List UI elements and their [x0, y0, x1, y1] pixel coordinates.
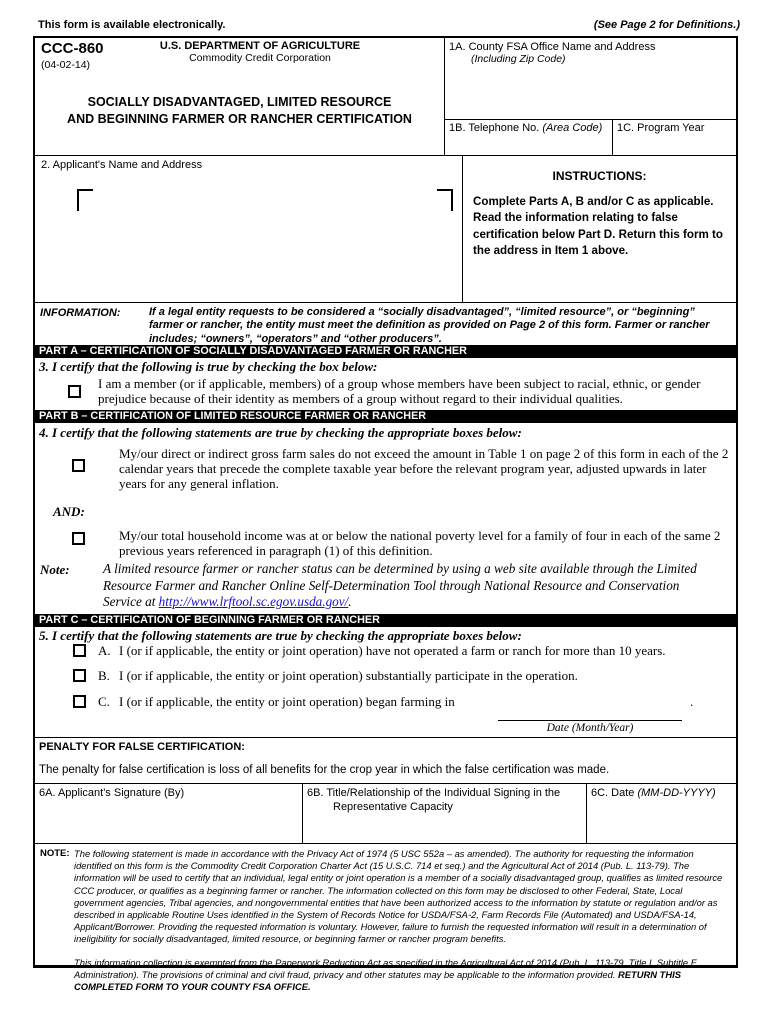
header-fields-bottom	[445, 120, 736, 155]
option-a-text: I (or if applicable, the entity or joint operation) have not operated a farm or ranch for more than 10 years.	[119, 643, 666, 658]
lrf-tool-link[interactable]: http://www.lrftool.sc.egov.usda.gov/	[158, 594, 349, 609]
address-window-corner-left	[77, 189, 93, 211]
field-6c-date[interactable]	[587, 784, 736, 843]
item5-heading: 5. I certify that the following statements are true by checking the appropriate boxes below:	[39, 628, 522, 643]
note-text-body: A limited resource farmer or rancher status can be determined by using a web site available through the Limited Resource Farmer and Rancher Online Self-Determination Tool through National Resource and Conservation Service at	[103, 561, 697, 609]
applicant-row	[35, 155, 736, 302]
field-1b-sublabel: (Area Code)	[542, 122, 603, 134]
field-6c-label: 6C. Date	[591, 787, 638, 799]
privacy-note-paragraph1: The following statement is made in accordance with the Privacy Act of 1974 (5 USC 552a – as amended). The authority for requesting the information identified on this form is the Commodity Credit Corporation Charter Act (15 U.S.C. 714 et seq.) and the Agricultural Act of 2014 (Pub. L. 113-79). The information will be used to certify that an individual, legal entity or joint operation is a member of a socially disadvantaged group, qualifies as limited resource CCC producer, or qualifies as a beginning farmer or rancher. The information collected on this form may be disclosed to other Federal, State, Local government agencies, Tribal agencies, and nongovernmental entities that have been authorized access to the information by statute or regulation and/or as described in applicable Routine Uses identified in the System of Records Notice for USDA/FSA-2, Farm Records File (Automated) and USDA/FSA-14, Applicant/Borrower. Providing the requested information is voluntary. However, failure to furnish the requested information will result in a determination of ineligibility for socially disadvantaged, limited resource, or beginning farmer or rancher program benefits.	[74, 848, 723, 945]
began-farming-date-line[interactable]	[498, 694, 682, 721]
item5-option-b-row	[35, 668, 736, 684]
item5-option-a-row	[35, 643, 736, 659]
form-body	[33, 36, 738, 993]
agency-name: Commodity Credit Corporation	[189, 52, 331, 64]
form-revision-date: (04-02-14)	[41, 59, 91, 71]
checkbox-socially-disadvantaged[interactable]	[68, 385, 81, 398]
instructions-heading: INSTRUCTIONS:	[552, 169, 647, 183]
field-6a-signature[interactable]	[35, 784, 303, 843]
field-1c-label: 1C. Program Year	[617, 122, 705, 134]
privacy-note-paragraph2-text: This information collection is exempted from the Paperwork Reduction Act as specified in the Agricultural Act of 2014 (Pub. L. 113-79, Title I, Subtitle F, Administration). The provisions of criminal and civil fraud, privacy and other statutes may be applicable to the information provided.	[74, 956, 698, 980]
field-6b-title-relationship[interactable]	[303, 784, 587, 843]
checkbox-household-income[interactable]	[72, 532, 85, 545]
header-row	[35, 38, 736, 155]
note-text-period: .	[348, 594, 352, 609]
penalty-row	[35, 737, 736, 783]
option-c-letter: C.	[98, 694, 110, 709]
field-6a-label: 6A. Applicant's Signature (By)	[39, 787, 185, 799]
item3-statement: I am a member (or if applicable, members) of a group whose members have been subject to racial, ethnic, or gender prejudice because of their identity as members of a group without regard to their individual qualities.	[98, 376, 701, 406]
privacy-note-return-instruction: RETURN THIS COMPLETED FORM TO YOUR COUNTY FSA OFFICE.	[74, 968, 682, 993]
field-6c-format: (MM-DD-YYYY)	[637, 787, 716, 799]
electronic-availability-note: This form is available electronically.	[38, 19, 226, 31]
form-number: CCC-860	[41, 40, 104, 57]
item4-heading: 4. I certify that the following statements are true by checking the appropriate boxes below:	[39, 425, 522, 440]
field-2-label: 2. Applicant's Name and Address	[41, 159, 203, 171]
part-a-bar: PART A – CERTIFICATION OF SOCIALLY DISADVANTAGED FARMER OR RANCHER	[35, 345, 736, 358]
instructions-body: Complete Parts A, B and/or C as applicable. Read the information relating to false certification below Part D. Return this form to the address in Item 1 above.	[473, 195, 723, 257]
part-a-section	[35, 358, 736, 410]
information-row	[35, 302, 736, 345]
field-6b-label: 6B. Title/Relationship of the Individual Signing in the Representative Capacity	[307, 787, 561, 813]
field-1a-sublabel: (Including Zip Code)	[471, 53, 566, 65]
department-name: U.S. DEPARTMENT OF AGRICULTURE	[159, 40, 361, 52]
checkbox-began-farming[interactable]	[73, 695, 86, 708]
field-1c-program-year[interactable]	[613, 120, 736, 155]
option-c-text: I (or if applicable, the entity or joint operation) began farming in	[119, 694, 455, 709]
form-title	[35, 94, 444, 128]
signature-row	[35, 783, 736, 843]
field-1b-label: 1B. Telephone No.	[449, 122, 543, 134]
item4-statement1: My/our direct or indirect gross farm sales do not exceed the amount in Table 1 on page 2 of this form in each of the 2 calendar years that precede the complete taxable year before the relevant program year, adjusted upwards in later years for any general inflation.	[119, 446, 729, 491]
penalty-heading: PENALTY FOR FALSE CERTIFICATION:	[39, 741, 245, 753]
form-title-line1: SOCIALLY DISADVANTAGED, LIMITED RESOURCE	[87, 95, 392, 109]
option-a-letter: A.	[98, 643, 111, 658]
item3-heading: 3. I certify that the following is true by checking the box below:	[39, 359, 378, 374]
privacy-note-text	[74, 848, 731, 993]
part-c-bar: PART C – CERTIFICATION OF BEGINNING FARMER OR RANCHER	[35, 614, 736, 627]
definitions-note: (See Page 2 for Definitions.)	[593, 19, 740, 31]
form-title-line2: AND BEGINNING FARMER OR RANCHER CERTIFICATION	[67, 112, 412, 126]
checkbox-gross-farm-sales[interactable]	[72, 459, 85, 472]
field-1a-label: 1A. County FSA Office Name and Address	[449, 41, 656, 53]
option-c-period: .	[690, 694, 694, 709]
privacy-note-paragraph2	[74, 957, 731, 994]
field-1a-county-office[interactable]	[445, 38, 736, 120]
option-b-text: I (or if applicable, the entity or joint operation) substantially participate in the operation.	[119, 668, 578, 683]
note-label: Note:	[40, 562, 70, 577]
and-label: AND:	[53, 504, 85, 519]
address-window-corner-right	[437, 189, 453, 211]
instructions-cell	[463, 156, 736, 302]
header-fields	[445, 38, 736, 155]
penalty-text: The penalty for false certification is loss of all benefits for the crop year in which the false certification was made.	[39, 764, 610, 776]
privacy-note-row	[35, 843, 736, 993]
checkbox-substantially-participate[interactable]	[73, 669, 86, 682]
item4-statement2: My/our total household income was at or below the national poverty level for a family of four in each of the same 2 previous years referenced in paragraph (1) of this definition.	[119, 528, 721, 558]
date-caption: Date (Month/Year)	[546, 722, 634, 734]
option-b-letter: B.	[98, 668, 110, 683]
part-b-section	[35, 423, 736, 614]
part-b-bar: PART B – CERTIFICATION OF LIMITED RESOURCE FARMER OR RANCHER	[35, 410, 736, 423]
part-c-section	[35, 627, 736, 737]
checkbox-not-operated-10-years[interactable]	[73, 644, 86, 657]
privacy-note-label: NOTE:	[40, 848, 70, 859]
note-text	[103, 561, 721, 611]
field-1b-telephone[interactable]	[445, 120, 613, 155]
field-2-applicant-address[interactable]	[35, 156, 463, 302]
header-title-cell	[35, 38, 445, 155]
information-label: INFORMATION:	[40, 307, 121, 319]
information-text: If a legal entity requests to be considered a “socially disadvantaged”, “limited resource”, or “beginning” farmer or rancher, the entity must meet the definition as provided on Page 2 of this form. Farmer or rancher includes; “owners”, “operators” and “other producers”.	[149, 306, 710, 345]
department-block	[85, 40, 435, 64]
